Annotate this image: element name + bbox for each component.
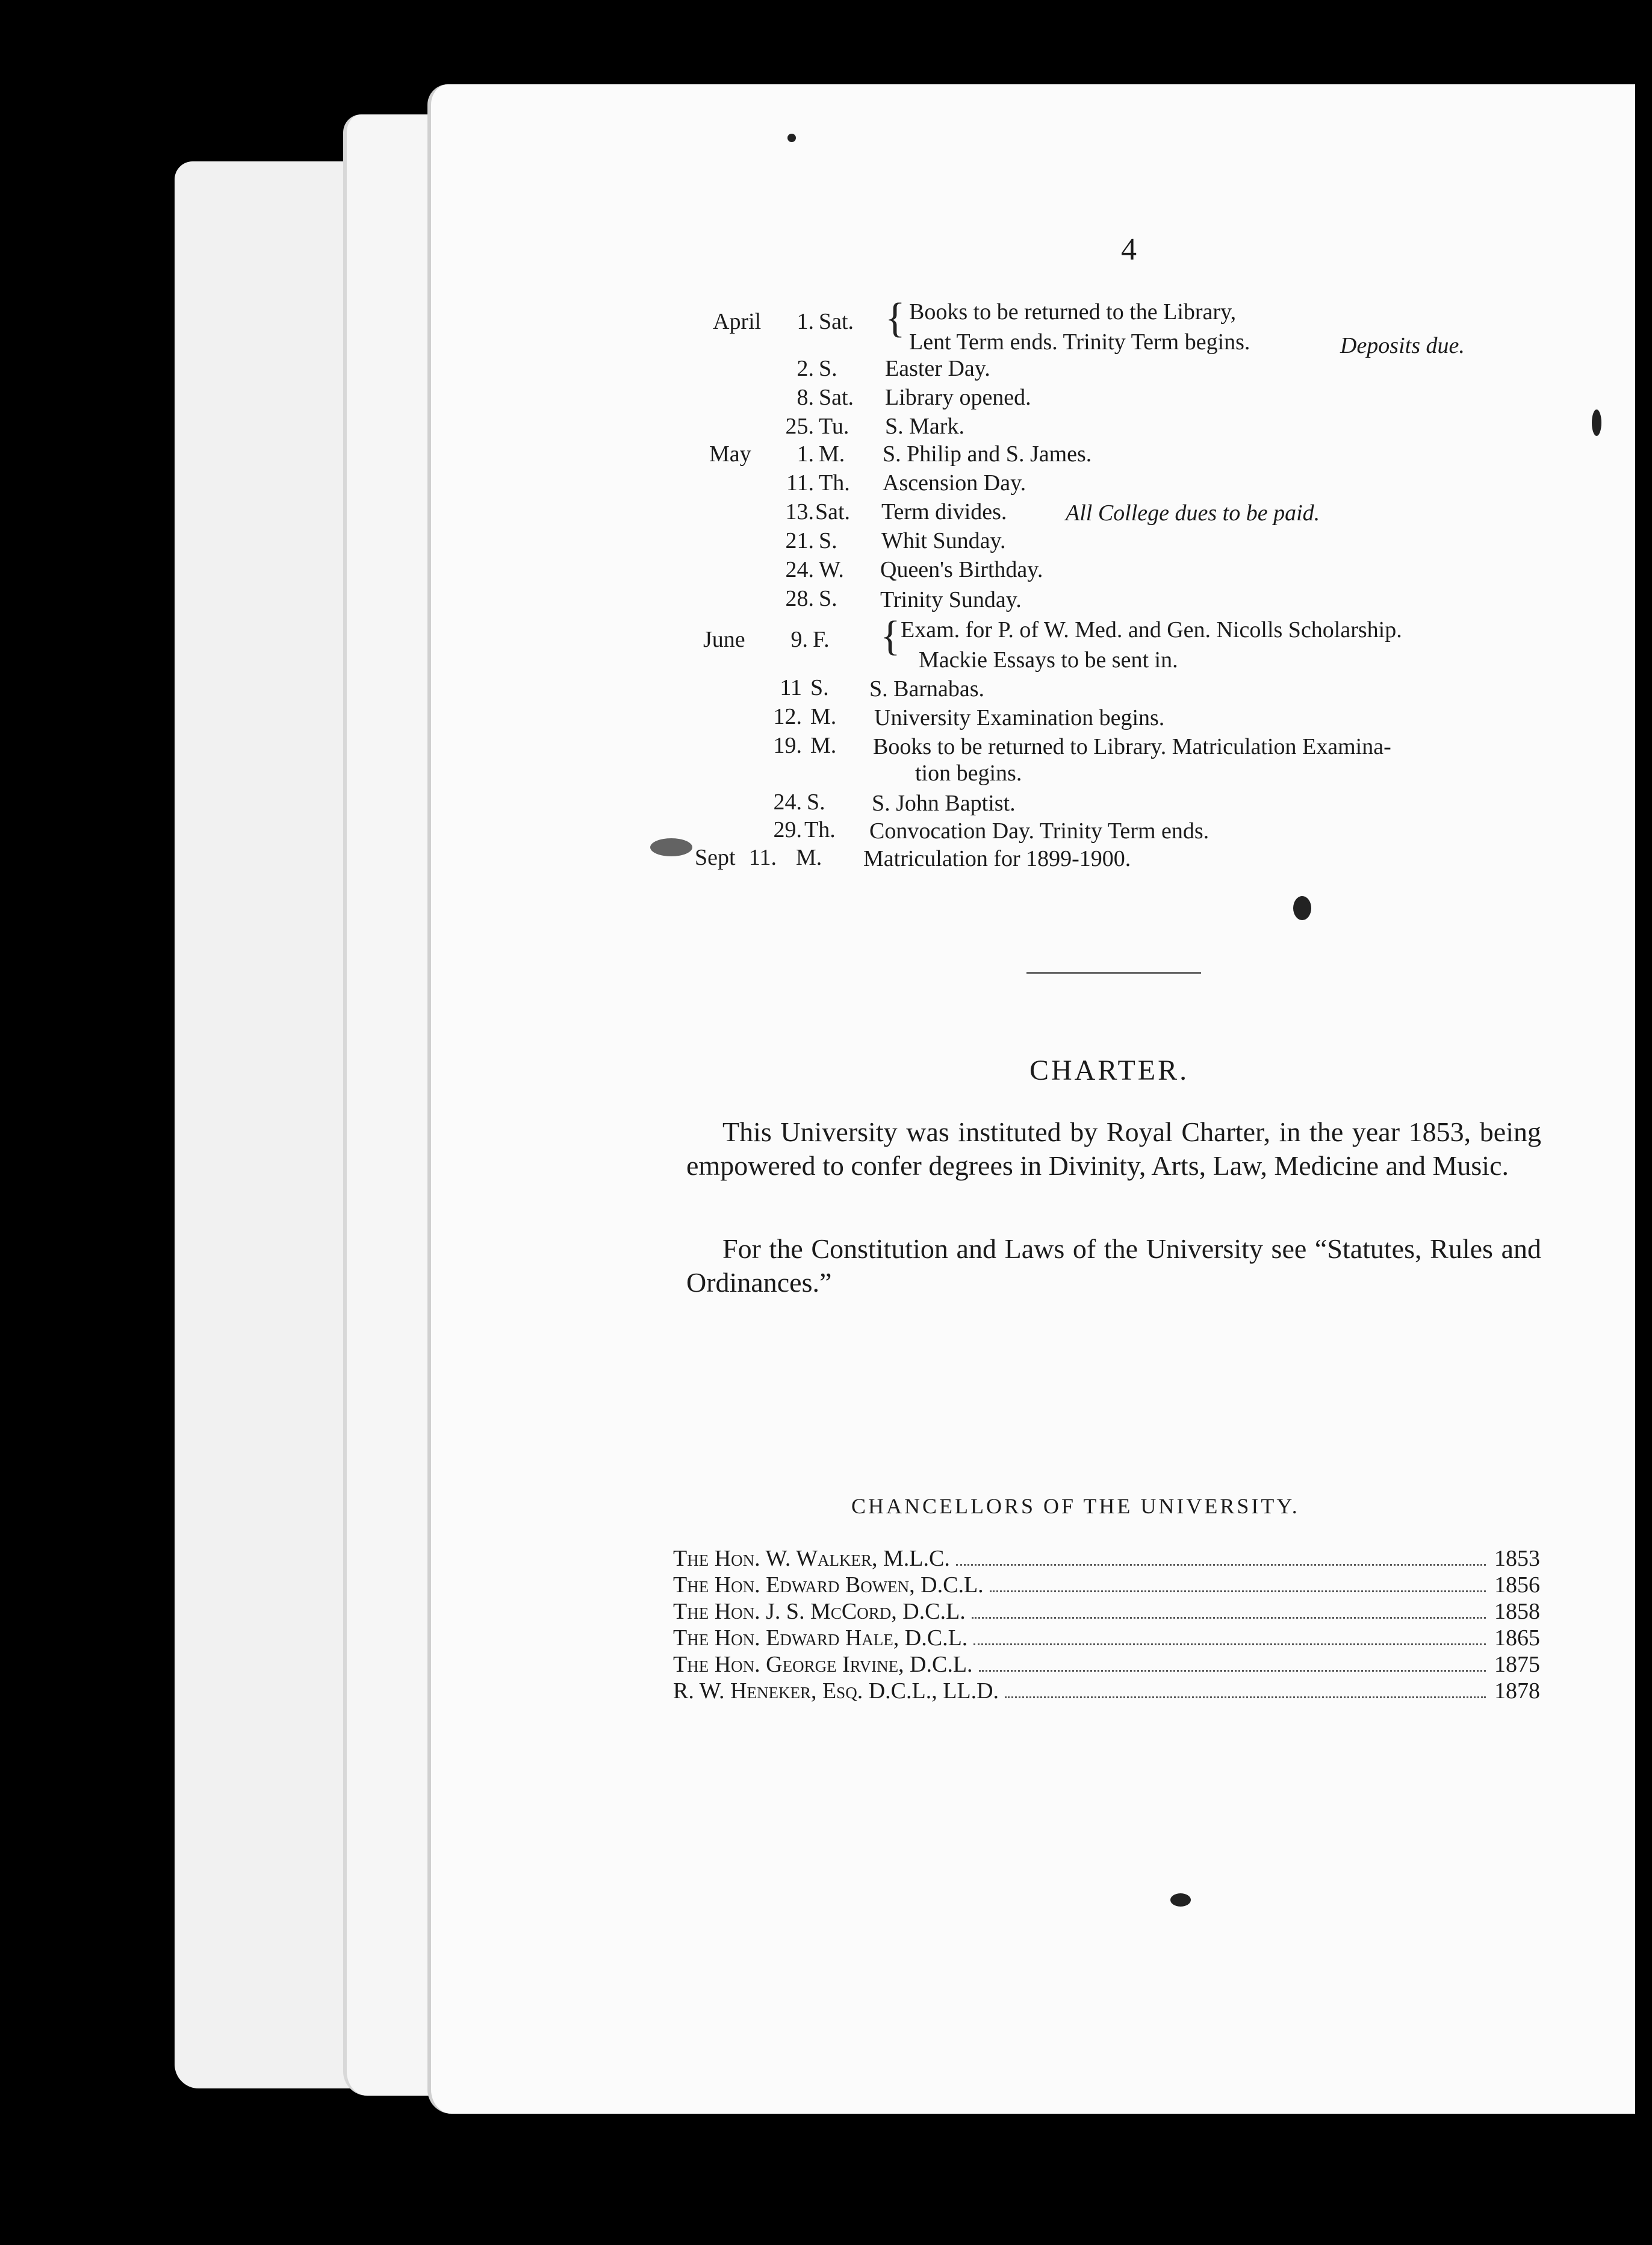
calendar-event: Term divides. — [881, 499, 1007, 525]
ink-smudge — [1170, 1893, 1191, 1907]
calendar-event: S. John Baptist. — [872, 791, 1016, 816]
chancellor-row — [673, 1651, 1540, 1678]
calendar-weekday: S. — [819, 356, 837, 381]
calendar-event: Mackie Essays to be sent in. — [919, 647, 1178, 673]
calendar-event: Lent Term ends. Trinity Term begins. — [909, 329, 1250, 355]
chancellor-row — [673, 1572, 1540, 1598]
calendar-event: University Examination begins. — [874, 705, 1165, 730]
calendar-event: Easter Day. — [885, 356, 990, 381]
charter-paragraph: For the Constitution and Laws of the University see “Statutes, Rules and Ordinances.” — [686, 1233, 1541, 1298]
calendar-day: 2. — [796, 356, 814, 381]
calendar-weekday: M. — [819, 441, 845, 467]
dot-leader — [972, 1617, 1486, 1619]
calendar-event: Books to be returned to Library. Matriculation Examina- — [873, 734, 1391, 759]
charter-paragraph: This University was instituted by Royal Charter, in the year 1853, being empowered to confer degrees in Divinity, Arts, Law, Medicine and Music. — [686, 1116, 1541, 1181]
chancellor-name: The Hon. J. S. McCord, D.C.L. — [673, 1599, 966, 1624]
calendar-month: May — [709, 441, 751, 467]
calendar-weekday: M. — [810, 704, 837, 729]
calendar-event: Trinity Sunday. — [880, 587, 1022, 612]
chancellors-heading: CHANCELLORS OF THE UNIVERSITY. — [851, 1494, 1300, 1518]
calendar-weekday: Tu. — [819, 414, 849, 439]
chancellor-year: 1878 — [1494, 1678, 1540, 1704]
chancellor-row — [673, 1598, 1540, 1625]
calendar-weekday: Sat. — [819, 385, 854, 410]
calendar-weekday: S. — [807, 789, 825, 815]
chancellor-year: 1858 — [1494, 1599, 1540, 1624]
dot-leader — [956, 1564, 1486, 1566]
calendar-event: Exam. for P. of W. Med. and Gen. Nicolls Scholarship. — [901, 617, 1402, 643]
chancellor-name: The Hon. W. Walker, M.L.C. — [673, 1546, 950, 1571]
chancellor-row — [673, 1545, 1540, 1572]
calendar-weekday: S. — [819, 586, 837, 611]
calendar-weekday: S. — [819, 528, 837, 553]
calendar-event: Convocation Day. Trinity Term ends. — [869, 818, 1210, 844]
calendar-weekday: Sat. — [819, 309, 854, 334]
chancellor-year: 1875 — [1494, 1652, 1540, 1677]
calendar-day: 13. — [785, 499, 814, 525]
calendar-weekday: Th. — [804, 817, 836, 842]
calendar-event: S. Barnabas. — [869, 676, 985, 702]
calendar-weekday: M. — [810, 733, 837, 758]
page-number: 4 — [1121, 232, 1137, 267]
calendar-event: S. Mark. — [885, 414, 964, 439]
calendar-weekday: F. — [813, 627, 830, 652]
calendar-event: Matriculation for 1899-1900. — [863, 846, 1131, 871]
dot-leader — [974, 1643, 1486, 1645]
dot-leader — [979, 1670, 1486, 1672]
ink-speck — [1592, 409, 1601, 436]
chancellor-year: 1853 — [1494, 1546, 1540, 1571]
calendar-day: 21. — [785, 528, 814, 553]
calendar-weekday: S. — [810, 675, 829, 700]
calendar-day: 11. — [786, 470, 814, 496]
calendar-event: Books to be returned to the Library, — [909, 299, 1237, 325]
calendar-day: 24. — [773, 789, 802, 815]
calendar-day: 24. — [785, 557, 814, 582]
calendar-day: 11 — [780, 675, 802, 700]
calendar-event: Whit Sunday. — [881, 528, 1006, 553]
brace-mark: { — [885, 295, 905, 341]
chancellor-year: 1856 — [1494, 1572, 1540, 1598]
calendar-day: 1. — [796, 309, 814, 334]
calendar-month: June — [703, 627, 745, 652]
calendar-day: 11. — [748, 845, 777, 870]
calendar-weekday: W. — [819, 557, 844, 582]
brace-mark: { — [880, 613, 901, 659]
chancellor-name: The Hon. Edward Bowen, D.C.L. — [673, 1572, 984, 1598]
chancellor-row — [673, 1678, 1540, 1704]
calendar-day: 12. — [773, 704, 802, 729]
calendar-day: 19. — [773, 733, 802, 758]
calendar-event-note: Deposits due. — [1340, 333, 1465, 358]
calendar-month: Sept — [695, 845, 736, 870]
chancellor-name: R. W. Heneker, Esq. D.C.L., LL.D. — [673, 1678, 999, 1704]
document-page — [427, 84, 1635, 2114]
dot-leader — [990, 1590, 1486, 1592]
ink-smudge — [1293, 896, 1311, 920]
calendar-event: Ascension Day. — [883, 470, 1026, 496]
chancellor-row — [673, 1625, 1540, 1651]
calendar-weekday: Sat. — [815, 499, 851, 525]
calendar-weekday: M. — [796, 845, 822, 870]
ink-smudge — [650, 838, 692, 856]
chancellor-name: The Hon. Edward Hale, D.C.L. — [673, 1625, 968, 1651]
chancellor-year: 1865 — [1494, 1625, 1540, 1651]
calendar-weekday: Th. — [819, 470, 850, 496]
section-divider — [1026, 972, 1201, 974]
dot-leader — [1005, 1696, 1486, 1698]
calendar-event: Queen's Birthday. — [880, 557, 1043, 582]
calendar-day: 29. — [773, 817, 802, 842]
calendar-event: tion begins. — [915, 761, 1022, 786]
calendar-event: Library opened. — [885, 385, 1031, 410]
calendar-day: 9. — [790, 627, 808, 652]
calendar-month: April — [713, 309, 762, 334]
calendar-day: 28. — [785, 586, 814, 611]
calendar-day: 8. — [796, 385, 814, 410]
calendar-event-note: All College dues to be paid. — [1066, 500, 1320, 526]
chancellor-name: The Hon. George Irvine, D.C.L. — [673, 1652, 973, 1677]
charter-heading: CHARTER. — [1029, 1054, 1190, 1086]
calendar-day: 1. — [796, 441, 814, 467]
calendar-day: 25. — [785, 414, 814, 439]
calendar-event: S. Philip and S. James. — [883, 441, 1092, 467]
ink-speck — [787, 134, 796, 142]
